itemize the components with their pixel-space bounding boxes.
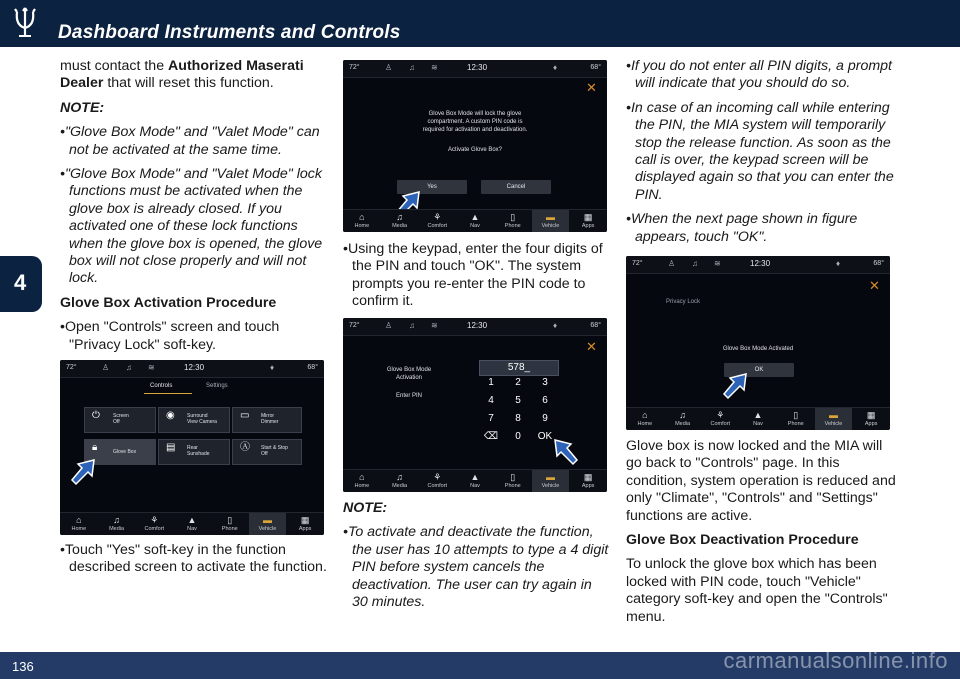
page-header [0,0,960,47]
close-icon: ✕ [586,80,597,95]
car-icon: ▬ [545,472,555,482]
seat-icon: ⚘ [433,212,442,222]
dialog-message: Glove Box Mode will lock the glove compartment. A custom PIN code is required for activation and deactivation. [422,111,528,133]
mirror-dimmer-button: ▭ Mirror Dimmer [232,407,302,433]
body-paragraph: To unlock the glove box which has been locked with PIN code, touch "Vehicle" category soft-key and open the "Controls" menu. [626,556,888,625]
right-column-top [626,58,896,253]
cancel-button: Cancel [481,180,551,194]
home-icon: ⌂ [359,212,365,222]
nav-home: ⌂ Home [626,408,664,430]
activated-screen-image [626,256,890,430]
phone-icon: ▯ [227,515,233,525]
watermark: carmanualsonline.info [723,648,948,673]
nav-media: ♫ Media [98,513,136,535]
nav-nav: ▲ Nav [456,210,494,232]
sunshade-icon: ▤ [166,442,176,453]
surround-camera-button: ◉ Surround View Camera [158,407,230,433]
seat-icon: ⚘ [150,515,159,525]
home-icon: ⌂ [359,472,365,482]
note-item: • When the next page shown in figure appears, touch "OK". [626,211,896,246]
close-icon: ✕ [869,278,880,293]
apps-grid-icon: ▦ [866,410,876,420]
key-0: 0 [515,431,521,442]
status-bar: 72° ♙ ♫ ≋ 12:30 ♦ 68° [60,360,324,378]
key-3: 3 [542,377,548,388]
bell-icon: ♫ [409,321,415,330]
step-item: • Touch "Yes" soft-key in the function described screen to activate the function. [60,542,328,577]
controls-screen-image [60,360,324,535]
section-heading: Glove Box Activation Procedure [60,294,277,311]
nav-media: ♫ Media [664,408,702,430]
nav-apps: ▦ Apps [852,408,890,430]
nav-phone: ▯ Phone [494,210,532,232]
seat-icon: ⚘ [433,472,442,482]
seat-icon: ⚘ [716,410,725,420]
yes-button: Yes [397,180,467,194]
left-column [60,58,328,361]
nav-apps: ▦ Apps [286,513,324,535]
note-item: • To activate and deactivate the function, the user has 10 attempts to type a 4 digit PIN before system cancels the deactivation. The user can try again in 30 minutes. [343,524,611,611]
section-heading: Glove Box Deactivation Procedure [626,532,859,549]
nav-media: ♫ Media [381,470,419,492]
wifi-icon: ≋ [148,363,155,372]
right-column-bottom [626,438,896,633]
note-item: • In case of an incoming call while entering the PIN, the MIA system will temporarily stop the release function. As soon as the call is over, the keypad screen will be displayed again so that you can enter the PIN. [626,100,896,204]
bell-icon: ♫ [409,63,415,72]
key-ok: OK [537,431,553,442]
car-icon: ▬ [545,212,555,222]
privacy-lock-label: Privacy Lock [666,299,701,305]
nav-vehicle: ▬ Vehicle [815,408,853,430]
bottom-nav [343,469,607,492]
nav-media: ♫ Media [381,210,419,232]
key-2: 2 [515,377,521,388]
nav-phone: ▯ Phone [494,470,532,492]
ok-button: OK [724,363,794,377]
glove-box-button: 🔒︎ Glove Box [84,439,156,465]
user-icon: ♙ [102,363,110,372]
tab-controls: Controls [150,383,173,389]
note-item: • "Glove Box Mode" and "Valet Mode" can not be activated at the same time. [60,124,328,159]
nav-comfort: ⚘ Comfort [135,513,173,535]
pin-display: 578_ [479,360,559,376]
home-icon: ⌂ [76,515,82,525]
activate-dialog-screen-image [343,60,607,232]
page-title: Dashboard Instruments and Controls [58,22,401,43]
nav-apps: ▦ Apps [569,210,607,232]
wifi-icon: ≋ [431,321,438,330]
key-1: 1 [488,377,494,388]
tab-underline [144,393,192,394]
close-icon: ✕ [586,339,597,354]
status-bar: 72° ♙ ♫ ≋ 12:30 ♦ 68° [626,256,890,274]
car-icon: ▬ [828,410,838,420]
key-4: 4 [488,395,494,406]
navigation-icon: ▲ [470,472,480,482]
apps-grid-icon: ▦ [300,515,310,525]
mic-icon: ♦ [553,63,558,72]
enter-pin-label: Enter PIN [395,393,422,399]
left-column-bottom [60,542,328,584]
music-icon: ♫ [396,212,403,222]
bell-icon: ♫ [692,259,698,268]
pointer-arrow-icon [68,456,100,488]
mirror-icon: ▭ [240,410,250,421]
bottom-nav [343,209,607,232]
mic-icon: ♦ [836,259,841,268]
wifi-icon: ≋ [714,259,721,268]
middle-column-bottom [343,500,611,618]
mic-icon: ♦ [270,363,275,372]
navigation-icon: ▲ [470,212,480,222]
tab-settings: Settings [206,383,228,389]
phone-icon: ▯ [793,410,799,420]
bottom-nav [60,512,324,535]
step-item: • Using the keypad, enter the four digits of the PIN and touch "OK". The system prompts you re-enter the PIN code to confirm it. [343,241,611,311]
car-icon: ▬ [262,515,272,525]
lock-icon: 🔒︎ [92,442,98,453]
page-number: 136 [12,659,34,674]
key-6: 6 [542,395,548,406]
backspace-key-icon: ⌫ [483,431,499,442]
pointer-arrow-icon [720,370,752,402]
keypad-title: Glove Box Mode Activation [386,367,432,381]
nav-comfort: ⚘ Comfort [701,408,739,430]
nav-vehicle: ▬ Vehicle [532,470,570,492]
nav-nav: ▲ Nav [739,408,777,430]
key-8: 8 [515,413,521,424]
user-icon: ♙ [385,63,393,72]
activated-message: Glove Box Mode Activated [722,346,794,352]
key-5: 5 [515,395,521,406]
dialog-question: Activate Glove Box? [447,147,503,153]
nav-apps: ▦ Apps [569,470,607,492]
music-icon: ♫ [113,515,120,525]
navigation-icon: ▲ [753,410,763,420]
music-icon: ♫ [679,410,686,420]
start-stop-icon: Ⓐ [240,442,250,453]
middle-column-top [343,241,611,318]
wifi-icon: ≋ [431,63,438,72]
keypad-screen-image [343,318,607,492]
nav-nav: ▲ Nav [173,513,211,535]
nav-comfort: ⚘ Comfort [418,470,456,492]
nav-home: ⌂ Home [343,470,381,492]
nav-comfort: ⚘ Comfort [418,210,456,232]
note-item: • If you do not enter all PIN digits, a prompt will indicate that you should do so. [626,58,896,93]
nav-nav: ▲ Nav [456,470,494,492]
nav-vehicle: ▬ Vehicle [249,513,287,535]
nav-vehicle: ▬ Vehicle [532,210,570,232]
maserati-trident-logo [8,6,42,42]
note-label: NOTE: [60,99,105,116]
music-icon: ♫ [396,472,403,482]
mic-icon: ♦ [553,321,558,330]
user-icon: ♙ [385,321,393,330]
body-paragraph: Glove box is now locked and the MIA will go back to "Controls" page. In this condition, system operation is reduced and only "Climate", "Controls" and "Settings" functions are active. [626,438,896,524]
note-label: NOTE: [343,500,388,516]
nav-home: ⌂ Home [343,210,381,232]
user-icon: ♙ [668,259,676,268]
intro-paragraph: must contact the Authorized Maserati Dealer that will reset this function. [60,58,304,92]
camera-icon: ◉ [166,410,175,421]
apps-grid-icon: ▦ [583,212,593,222]
phone-icon: ▯ [510,472,516,482]
nav-phone: ▯ Phone [211,513,249,535]
home-icon: ⌂ [642,410,648,420]
bell-icon: ♫ [126,363,132,372]
chapter-tab [0,256,42,312]
note-item: • "Glove Box Mode" and "Valet Mode" lock functions must be activated when the glove box is already closed. If you activated one of these lock functions when the glove box is opened, the glove box will not close properly and will not lock. [60,166,328,288]
nav-home: ⌂ Home [60,513,98,535]
pointer-arrow-icon [549,436,581,468]
power-icon: ⏻ [92,410,100,421]
step-item: • Open "Controls" screen and touch "Privacy Lock" soft-key. [60,319,328,354]
nav-phone: ▯ Phone [777,408,815,430]
chapter-number: 4 [14,270,27,295]
status-bar: 72° ♙ ♫ ≋ 12:30 ♦ 68° [343,60,607,78]
status-bar: 72° ♙ ♫ ≋ 12:30 ♦ 68° [343,318,607,336]
screen-off-button: ⏻ Screen Off [84,407,156,433]
start-stop-button: Ⓐ Start & Stop Off [232,439,302,465]
phone-icon: ▯ [510,212,516,222]
navigation-icon: ▲ [187,515,197,525]
key-7: 7 [488,413,494,424]
key-9: 9 [542,413,548,424]
bottom-nav [626,407,890,430]
rear-sunshade-button: ▤ Rear Sunshade [158,439,230,465]
apps-grid-icon: ▦ [583,472,593,482]
